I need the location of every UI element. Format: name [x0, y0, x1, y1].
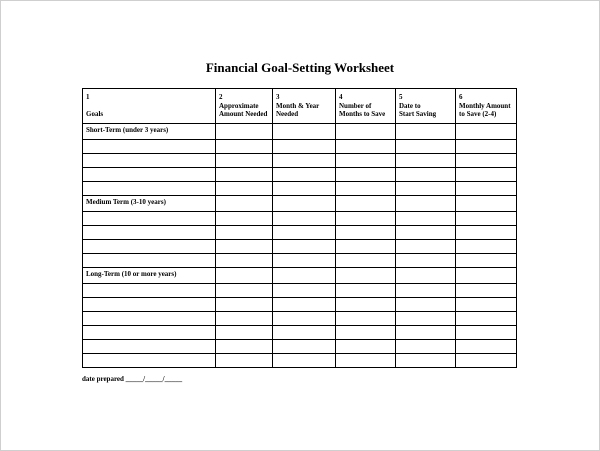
table-cell[interactable] — [216, 240, 273, 254]
table-cell[interactable] — [273, 196, 336, 212]
column-label-line2: Needed — [276, 110, 299, 118]
section-row — [83, 124, 517, 140]
column-label-line2: Start Saving — [399, 110, 437, 118]
table-row — [83, 212, 517, 226]
table-cell[interactable] — [336, 212, 396, 226]
table-cell[interactable] — [456, 268, 517, 284]
header-row — [83, 89, 517, 124]
table-cell[interactable] — [396, 140, 456, 154]
table-cell[interactable] — [336, 182, 396, 196]
table-cell[interactable] — [273, 312, 336, 326]
table-cell[interactable] — [396, 212, 456, 226]
table-cell[interactable] — [273, 168, 336, 182]
table-row — [83, 154, 517, 168]
table-cell[interactable] — [456, 140, 517, 154]
table-row — [83, 312, 517, 326]
table-row — [83, 254, 517, 268]
table-cell[interactable] — [336, 124, 396, 140]
table-cell[interactable] — [273, 154, 336, 168]
table-cell[interactable] — [216, 140, 273, 154]
table-cell[interactable] — [336, 284, 396, 298]
table-cell[interactable] — [216, 284, 273, 298]
column-label-line1: Approximate — [219, 102, 259, 110]
column-label-line2: to Save (2-4) — [459, 110, 497, 118]
table-cell[interactable] — [396, 298, 456, 312]
table-cell[interactable] — [216, 124, 273, 140]
table-cell[interactable] — [336, 340, 396, 354]
column-label-line2: Months to Save — [339, 110, 386, 118]
table-cell[interactable] — [216, 196, 273, 212]
table-cell[interactable] — [83, 168, 216, 182]
table-cell[interactable] — [336, 268, 396, 284]
table-cell[interactable] — [83, 240, 216, 254]
table-cell[interactable] — [83, 340, 216, 354]
worksheet-table — [82, 88, 517, 368]
table-row — [83, 168, 517, 182]
table-cell[interactable] — [273, 298, 336, 312]
table-cell[interactable] — [396, 354, 456, 368]
table-cell[interactable] — [83, 298, 216, 312]
table-cell[interactable] — [456, 240, 517, 254]
column-number: 5 — [399, 93, 403, 101]
table-cell[interactable] — [336, 298, 396, 312]
table-cell[interactable] — [396, 268, 456, 284]
table-row — [83, 182, 517, 196]
table-cell[interactable] — [456, 326, 517, 340]
table-cell[interactable] — [456, 226, 517, 240]
table-cell[interactable] — [396, 168, 456, 182]
table-cell[interactable] — [83, 182, 216, 196]
table-cell[interactable] — [336, 312, 396, 326]
table-cell[interactable] — [273, 226, 336, 240]
column-header-1 — [83, 89, 216, 124]
table-cell[interactable] — [273, 284, 336, 298]
column-number: 1 — [86, 93, 90, 101]
table-cell[interactable] — [336, 154, 396, 168]
table-cell[interactable] — [83, 312, 216, 326]
column-number: 4 — [339, 93, 343, 101]
table-cell[interactable] — [273, 354, 336, 368]
table-cell[interactable] — [273, 254, 336, 268]
table-cell[interactable] — [456, 154, 517, 168]
table-cell[interactable] — [216, 182, 273, 196]
table-cell[interactable] — [83, 354, 216, 368]
table-cell[interactable] — [396, 154, 456, 168]
column-label-line1 — [86, 102, 212, 110]
table-cell[interactable] — [336, 226, 396, 240]
table-cell[interactable] — [456, 312, 517, 326]
column-header-4 — [336, 89, 396, 124]
column-number: 2 — [219, 93, 223, 101]
column-label-line2: Amount Needed — [219, 110, 268, 118]
table-cell[interactable] — [336, 326, 396, 340]
column-label-line1: Monthly Amount — [459, 102, 511, 110]
table-cell[interactable] — [396, 284, 456, 298]
table-cell[interactable] — [216, 268, 273, 284]
table-cell[interactable] — [456, 298, 517, 312]
table-row — [83, 140, 517, 154]
table-cell[interactable] — [273, 140, 336, 154]
worksheet-title: Financial Goal-Setting Worksheet — [205, 60, 395, 75]
table-cell[interactable] — [83, 284, 216, 298]
table-cell[interactable] — [456, 124, 517, 140]
table-cell[interactable] — [396, 340, 456, 354]
table-cell[interactable] — [396, 196, 456, 212]
table-row — [83, 284, 517, 298]
table-cell[interactable] — [396, 254, 456, 268]
table-cell[interactable] — [216, 212, 273, 226]
table-row — [83, 226, 517, 240]
table-cell[interactable] — [336, 140, 396, 154]
table-cell[interactable] — [83, 226, 216, 240]
table-cell[interactable] — [216, 226, 273, 240]
table-cell[interactable] — [83, 140, 216, 154]
table-cell[interactable] — [456, 340, 517, 354]
section-row — [83, 268, 517, 284]
table-cell[interactable] — [273, 340, 336, 354]
table-cell[interactable] — [336, 168, 396, 182]
table-cell[interactable] — [273, 326, 336, 340]
column-number: 6 — [459, 93, 463, 101]
table-cell[interactable] — [396, 124, 456, 140]
table-row — [83, 298, 517, 312]
section-label: Medium Term (3-10 years) — [83, 196, 216, 212]
table-cell[interactable] — [336, 196, 396, 212]
table-cell[interactable] — [456, 212, 517, 226]
table-cell[interactable] — [456, 182, 517, 196]
table-cell[interactable] — [396, 326, 456, 340]
table-cell[interactable] — [273, 124, 336, 140]
table-row — [83, 326, 517, 340]
table-cell[interactable] — [83, 326, 216, 340]
section-label: Long-Term (10 or more years) — [83, 268, 216, 284]
table-cell[interactable] — [83, 254, 216, 268]
table-cell[interactable] — [216, 326, 273, 340]
column-label-line2: Goals — [86, 110, 104, 118]
table-cell[interactable] — [216, 312, 273, 326]
table-row — [83, 340, 517, 354]
table-cell[interactable] — [216, 154, 273, 168]
table-cell[interactable] — [216, 298, 273, 312]
table-cell[interactable] — [216, 254, 273, 268]
table-row — [83, 354, 517, 368]
column-header-5 — [396, 89, 456, 124]
table-cell[interactable] — [216, 340, 273, 354]
table-cell[interactable] — [396, 312, 456, 326]
table-cell[interactable] — [456, 168, 517, 182]
table-cell[interactable] — [273, 240, 336, 254]
column-header-6 — [456, 89, 517, 124]
table-row — [83, 240, 517, 254]
table-cell[interactable] — [396, 226, 456, 240]
table-cell[interactable] — [83, 212, 216, 226]
table-cell[interactable] — [83, 154, 216, 168]
table-cell[interactable] — [336, 354, 396, 368]
column-label-line1: Number of — [339, 102, 372, 110]
table-cell[interactable] — [456, 284, 517, 298]
table-cell[interactable] — [216, 168, 273, 182]
section-label: Short-Term (under 3 years) — [83, 124, 216, 140]
table-cell[interactable] — [273, 182, 336, 196]
table-cell[interactable] — [273, 268, 336, 284]
column-header-2 — [216, 89, 273, 124]
table-cell[interactable] — [456, 254, 517, 268]
table-cell[interactable] — [216, 354, 273, 368]
table-cell[interactable] — [336, 240, 396, 254]
column-number: 3 — [276, 93, 280, 101]
table-cell[interactable] — [456, 196, 517, 212]
section-row — [83, 196, 517, 212]
table-cell[interactable] — [273, 212, 336, 226]
table-cell[interactable] — [396, 240, 456, 254]
column-label-line1: Month & Year — [276, 102, 320, 110]
table-cell[interactable] — [396, 182, 456, 196]
table-cell[interactable] — [336, 254, 396, 268]
column-header-3 — [273, 89, 336, 124]
date-prepared-line: date prepared _____/_____/_____ — [82, 375, 183, 383]
column-label-line1: Date to — [399, 102, 421, 110]
table-cell[interactable] — [456, 354, 517, 368]
